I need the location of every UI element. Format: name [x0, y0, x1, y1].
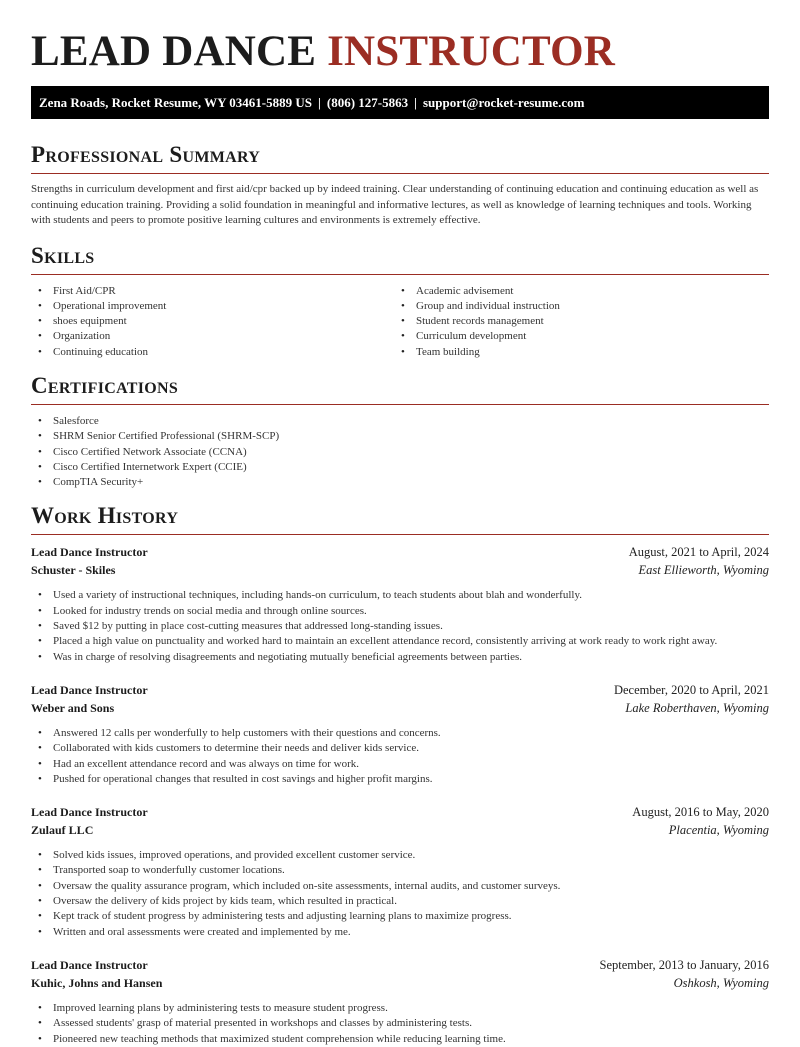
job-entry	[31, 543, 769, 664]
job-company: Kuhic, Johns and Hansen	[31, 975, 163, 990]
job-duty: • Pushed for operational changes that resulted in cost savings and higher profit margins.	[31, 772, 769, 787]
job-duties-list	[31, 1001, 769, 1047]
skills-list-right	[394, 284, 757, 360]
job-company-row	[31, 821, 769, 839]
job-duty: • Written and oral assessments were created and implemented by me.	[31, 925, 769, 940]
list-item: • CompTIA Security+	[31, 475, 769, 490]
job-company-row	[31, 699, 769, 717]
job-entry	[31, 956, 769, 1047]
job-header-row	[31, 681, 769, 699]
job-duty: • Answered 12 calls per wonderfully to help customers with their questions and concerns.	[31, 726, 769, 741]
work-history-section	[31, 502, 769, 1046]
list-item: • Cisco Certified Internetwork Expert (CCIE)	[31, 460, 769, 475]
job-company: Weber and Sons	[31, 700, 115, 715]
job-duty: • Oversaw the quality assurance program, which included on-site assessments, internal audits, and customer surveys.	[31, 879, 769, 894]
summary-section	[31, 141, 769, 229]
job-dates: August, 2021 to April, 2024	[628, 545, 769, 560]
job-duty: • Transported soap to wonderfully customer locations.	[31, 863, 769, 878]
job-duty: • Looked for industry trends on social media and through online sources.	[31, 604, 769, 619]
job-dates: December, 2020 to April, 2021	[613, 682, 769, 697]
job-location: Placentia, Wyoming	[668, 823, 769, 838]
job-dates: August, 2016 to May, 2020	[632, 805, 769, 820]
list-item: • Group and individual instruction	[394, 299, 757, 314]
contact-address: Zena Roads, Rocket Resume, WY 03461-5889 US	[39, 95, 312, 110]
job-entry	[31, 681, 769, 787]
job-duties-list	[31, 848, 769, 940]
job-header-row	[31, 956, 769, 974]
contact-bar	[31, 86, 769, 119]
job-duty: • Oversaw the delivery of kids project by kids team, which resulted in practical.	[31, 894, 769, 909]
summary-text: Strengths in curriculum development and first aid/cpr backed up by indeed training. Clear understanding of continuing education and continuing education as well as continuing education training. Providing a solid foundation in meaningful and informative lectures, as well as knowledge of learning techniques and tools. Working with students and peers to promote positive learning cultures and environments is extremely effective.	[31, 183, 759, 226]
list-item: • shoes equipment	[31, 314, 394, 329]
job-company: Schuster - Skiles	[31, 563, 116, 578]
list-item: • SHRM Senior Certified Professional (SHRM-SCP)	[31, 429, 769, 444]
job-duty: • Solved kids issues, improved operations, and provided excellent customer service.	[31, 848, 769, 863]
section-divider	[31, 534, 769, 535]
jobs-list	[31, 543, 769, 1046]
list-item: • Cisco Certified Network Associate (CCNA)	[31, 445, 769, 460]
list-item: • Continuing education	[31, 345, 394, 360]
certifications-list	[31, 414, 769, 490]
job-entry	[31, 803, 769, 940]
contact-separator: |	[318, 95, 321, 110]
job-duty: • Pioneered new teaching methods that maximized student comprehension while reducing learning time.	[31, 1032, 769, 1047]
title-main: LEAD DANCE	[31, 28, 317, 75]
skills-section	[31, 242, 769, 360]
job-duty: • Collaborated with kids customers to determine their needs and deliver kids service.	[31, 741, 769, 756]
job-header-row	[31, 803, 769, 821]
contact-email: support@rocket-resume.com	[423, 95, 585, 110]
job-title: Lead Dance Instructor	[31, 805, 148, 820]
job-title: Lead Dance Instructor	[31, 545, 148, 560]
certifications-section	[31, 372, 769, 490]
work-history-heading: Work History	[31, 503, 179, 529]
job-company-row	[31, 561, 769, 579]
job-duty: • Was in charge of resolving disagreements and negotiating mutually beneficial agreements between parties.	[31, 650, 769, 665]
job-title: Lead Dance Instructor	[31, 957, 148, 972]
list-item: • Operational improvement	[31, 299, 394, 314]
list-item: • Team building	[394, 345, 757, 360]
list-item: • Salesforce	[31, 414, 769, 429]
job-duties-list	[31, 726, 769, 787]
job-duty: • Assessed students' grasp of material presented in workshops and classes by administering tests.	[31, 1016, 769, 1031]
list-item: • Curriculum development	[394, 329, 757, 344]
title-accent: INSTRUCTOR	[327, 28, 616, 75]
job-location: Oshkosh, Wyoming	[673, 975, 769, 990]
skills-grid	[31, 284, 769, 360]
contact-phone: (806) 127-5863	[326, 95, 409, 110]
job-company: Zulauf LLC	[31, 823, 94, 838]
list-item: • Academic advisement	[394, 284, 757, 299]
job-duty: • Kept track of student progress by administering tests and adjusting learning plans to maximize progress.	[31, 909, 769, 924]
resume-title	[31, 0, 769, 86]
section-divider	[31, 173, 769, 174]
job-title: Lead Dance Instructor	[31, 682, 148, 697]
certifications-heading: Certifications	[31, 372, 179, 398]
contact-separator: |	[414, 95, 417, 110]
job-header-row	[31, 543, 769, 561]
job-duty: • Used a variety of instructional techniques, including hands-on curriculum, to teach students about blah and wonderfully.	[31, 588, 769, 603]
job-duties-list	[31, 588, 769, 664]
summary-heading: Professional Summary	[31, 142, 261, 167]
list-item: • Organization	[31, 329, 394, 344]
job-duty: • Placed a high value on punctuality and worked hard to maintain an excellent attendance record, consistently arriving at work ready to work right away.	[31, 634, 769, 649]
job-location: East Ellieworth, Wyoming	[638, 563, 769, 578]
job-duty: • Had an excellent attendance record and was always on time for work.	[31, 757, 769, 772]
list-item: • Student records management	[394, 314, 757, 329]
job-location: Lake Roberthaven, Wyoming	[625, 700, 769, 715]
job-company-row	[31, 974, 769, 992]
section-divider	[31, 404, 769, 405]
list-item: • First Aid/CPR	[31, 284, 394, 299]
skills-heading: Skills	[31, 242, 95, 268]
job-duty: • Saved $12 by putting in place cost-cutting measures that addressed long-standing issues.	[31, 619, 769, 634]
job-dates: September, 2013 to January, 2016	[599, 957, 769, 972]
skills-list-left	[31, 284, 394, 360]
job-duty: • Improved learning plans by administering tests to measure student progress.	[31, 1001, 769, 1016]
section-divider	[31, 274, 769, 275]
